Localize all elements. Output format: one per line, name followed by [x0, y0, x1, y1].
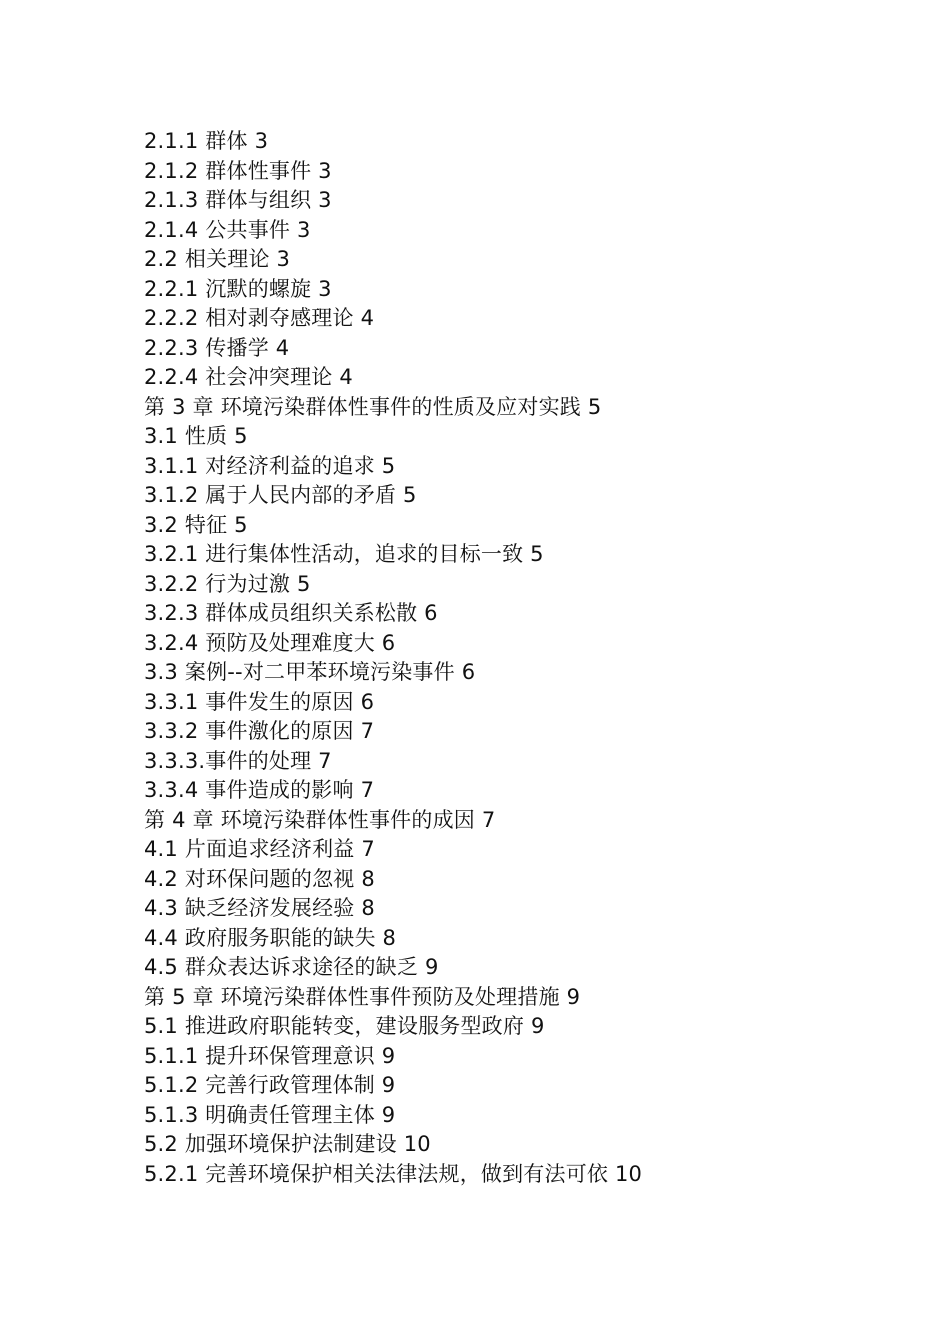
toc-entry: 2.1.1 群体 3 [144, 129, 269, 153]
toc-entry: 2.2.2 相对剥夺感理论 4 [144, 306, 375, 330]
toc-entry: 3.1.1 对经济利益的追求 5 [144, 453, 396, 478]
toc-entry: 2.1.2 群体性事件 3 [144, 158, 332, 183]
toc-entry: 4.1 片面追求经济利益 7 [144, 837, 375, 861]
table-of-contents [144, 127, 904, 1189]
toc-entry: 3.3.2 事件激化的原因 7 [144, 719, 375, 743]
toc-entry: 3.2.3 群体成员组织关系松散 6 [144, 601, 438, 625]
toc-entry: 2.1.4 公共事件 3 [144, 217, 311, 242]
toc-entry: 3.2.4 预防及处理难度大 6 [144, 630, 396, 655]
toc-entry: 第 4 章 环境污染群体性事件的成因 7 [144, 807, 496, 832]
toc-entry: 第 5 章 环境污染群体性事件预防及处理措施 9 [144, 984, 581, 1009]
toc-entry: 4.3 缺乏经济发展经验 8 [144, 896, 375, 920]
toc-entry: 3.2.2 行为过激 5 [144, 571, 311, 596]
toc-entry: 5.1.1 提升环保管理意识 9 [144, 1043, 396, 1068]
toc-entry: 2.2.1 沉默的螺旋 3 [144, 276, 332, 301]
toc-entry: 2.2.4 社会冲突理论 4 [144, 365, 353, 389]
toc-entry: 4.2 对环保问题的忽视 8 [144, 866, 375, 891]
toc-entry: 第 3 章 环境污染群体性事件的性质及应对实践 5 [144, 394, 602, 419]
toc-entry: 5.2 加强环境保护法制建设 10 [144, 1132, 431, 1156]
toc-entry: 4.4 政府服务职能的缺失 8 [144, 925, 397, 950]
toc-entry: 3.3.1 事件发生的原因 6 [144, 689, 375, 714]
toc-entry: 2.1.3 群体与组织 3 [144, 188, 332, 212]
toc-entry: 3.3.4 事件造成的影响 7 [144, 778, 375, 802]
toc-entry: 4.5 群众表达诉求途径的缺乏 9 [144, 955, 439, 979]
toc-entry: 3.3 案例--对二甲苯环境污染事件 6 [144, 660, 476, 684]
toc-entry: 3.1.2 属于人民内部的矛盾 5 [144, 483, 417, 507]
toc-entry: 2.2.3 传播学 4 [144, 335, 290, 360]
toc-entry: 5.1.2 完善行政管理体制 9 [144, 1073, 396, 1097]
toc-entry: 3.1 性质 5 [144, 424, 248, 448]
toc-entry: 3.2 特征 5 [144, 512, 248, 537]
toc-entry: 5.2.1 完善环境保护相关法律法规，做到有法可依 10 [144, 1161, 643, 1186]
toc-entry: 3.3.3.事件的处理 7 [144, 748, 332, 773]
toc-entry: 5.1.3 明确责任管理主体 9 [144, 1102, 396, 1127]
toc-entry: 5.1 推进政府职能转变，建设服务型政府 9 [144, 1014, 545, 1038]
toc-entry: 2.2 相关理论 3 [144, 247, 291, 271]
toc-entry: 3.2.1 进行集体性活动，追求的目标一致 5 [144, 542, 544, 566]
